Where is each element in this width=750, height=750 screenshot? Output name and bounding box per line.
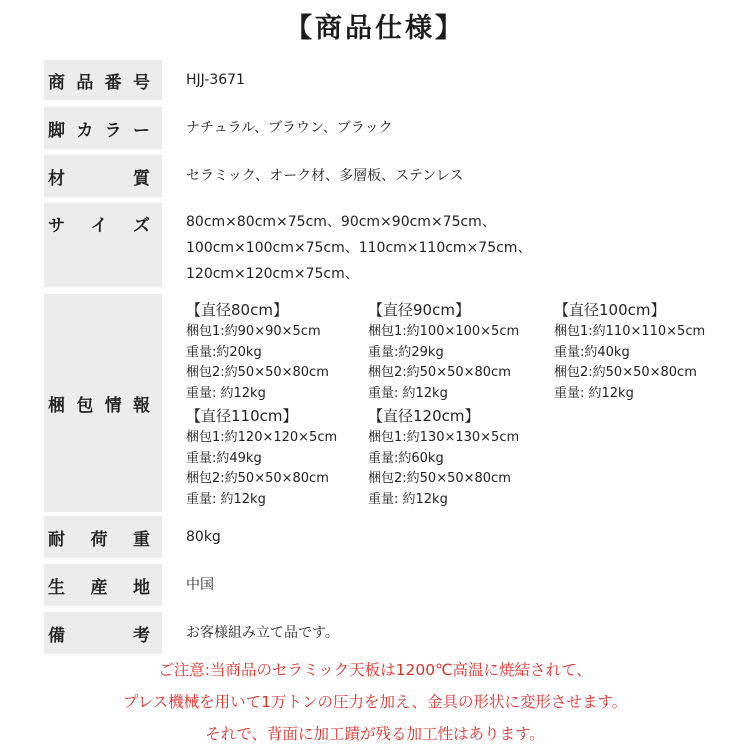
load-text: 80kg (186, 529, 221, 545)
packaging-group-header: 【直径80cm】 (186, 301, 288, 319)
spec-label-leg-color (44, 107, 162, 149)
packaging-group-90 (368, 300, 519, 404)
packaging-line: 梱包2:約50×50×80cm (368, 471, 511, 486)
spec-value-origin (162, 564, 750, 606)
packaging-group-header: 【直径110cm】 (186, 407, 298, 425)
label-char: 備 (48, 625, 65, 646)
spec-row-size (44, 203, 750, 287)
packaging-line: 重量: 約12kg (186, 491, 266, 507)
packaging-line: 重量:約40kg (554, 344, 630, 360)
label-char: 品 (76, 72, 94, 93)
packaging-group-header: 【直径90cm】 (368, 301, 470, 319)
spec-row-load (44, 516, 750, 558)
packaging-line: 重量:約60kg (368, 450, 444, 466)
spec-label-material (44, 155, 162, 197)
spec-row-material (44, 155, 750, 197)
label-char: 包 (76, 395, 94, 416)
notice-line: プレス機械を用いて1万トンの圧力を加え、金具の形状に変形させます。 (122, 693, 628, 711)
packaging-line: 重量:約20kg (186, 344, 262, 360)
packaging-line: 梱包1:約120×120×5cm (186, 430, 338, 445)
packaging-line: 梱包1:約100×100×5cm (368, 324, 520, 339)
size-line: 120cm×120cm×75cm、 (186, 266, 359, 282)
label-char: 号 (132, 72, 150, 93)
label-char: 商 (48, 72, 65, 93)
packaging-group-120 (368, 406, 519, 510)
packaging-line: 梱包2:約50×50×80cm (554, 365, 697, 380)
packaging-line: 梱包1:約130×130×5cm (368, 430, 520, 445)
packaging-group-100 (554, 300, 705, 404)
spec-row-packaging (44, 294, 750, 512)
packaging-line: 梱包2:約50×50×80cm (186, 365, 329, 380)
label-char: 地 (133, 577, 150, 598)
spec-value-load (162, 516, 750, 558)
spec-row-remarks (44, 612, 750, 654)
spec-row-leg-color (44, 107, 750, 149)
packaging-line: 重量: 約12kg (554, 385, 634, 401)
label-char: 情 (104, 395, 122, 416)
packaging-grid (162, 294, 750, 512)
spec-value-product-no (162, 60, 750, 100)
label-char: 産 (90, 577, 108, 598)
page-title: 【商品仕様】 (285, 13, 465, 44)
spec-value-remarks (162, 612, 750, 654)
packaging-group-header: 【直径120cm】 (368, 407, 480, 425)
packaging-group-header: 【直径100cm】 (554, 301, 666, 319)
product-no-text: HJJ-3671 (186, 72, 245, 88)
packaging-group-110 (186, 406, 337, 510)
packaging-line: 重量: 約12kg (368, 491, 448, 507)
spec-value-material (162, 155, 750, 197)
packaging-line: 梱包2:約50×50×80cm (186, 471, 329, 486)
notice-line: ご注意:当商品のセラミック天板は1200℃高温に焼結されて、 (158, 661, 592, 679)
label-char: 梱 (48, 395, 65, 416)
spec-value-packaging (162, 294, 750, 512)
packaging-line: 梱包1:約90×90×5cm (186, 324, 321, 339)
spec-label-origin (44, 564, 162, 606)
label-char: 材 (48, 168, 65, 189)
packaging-line: 重量: 約12kg (368, 385, 448, 401)
packaging-line: 重量:約49kg (186, 450, 262, 466)
spec-label-packaging (44, 294, 162, 512)
spec-value-size (162, 203, 750, 287)
packaging-line: 重量: 約12kg (186, 385, 266, 401)
packaging-line: 梱包2:約50×50×80cm (368, 365, 511, 380)
material-text: セラミック、オーク材、多層板、ステンレス (186, 168, 464, 184)
label-char: イ (90, 216, 108, 236)
label-char: ー (132, 120, 150, 141)
label-char: 考 (133, 625, 150, 646)
label-char: 耐 (48, 529, 65, 550)
label-char: サ (48, 216, 65, 236)
packaging-line: 重量:約29kg (368, 344, 444, 360)
spec-row-origin (44, 564, 750, 606)
label-char: ラ (104, 120, 122, 141)
caution-notice (0, 654, 750, 750)
spec-row-product-no (44, 60, 750, 100)
spec-value-leg-color (162, 107, 750, 149)
label-char: 重 (133, 529, 150, 550)
size-line: 100cm×100cm×75cm、110cm×110cm×75cm、 (186, 240, 532, 256)
spec-label-remarks (44, 612, 162, 654)
packaging-line: 梱包1:約110×110×5cm (554, 324, 706, 339)
label-char: 荷 (90, 529, 108, 550)
spec-label-load (44, 516, 162, 558)
label-char: 番 (104, 72, 122, 93)
label-char: 生 (48, 577, 65, 598)
label-char: カ (76, 120, 94, 141)
label-char: 質 (133, 168, 150, 189)
spec-label-size (44, 203, 162, 287)
spec-label-product-no (44, 60, 162, 100)
label-char: 報 (132, 395, 150, 416)
remarks-text: お客様組み立て品です。 (186, 625, 339, 641)
origin-text: 中国 (186, 577, 214, 593)
label-char: 脚 (48, 120, 65, 141)
packaging-group-80 (186, 300, 329, 404)
label-char: ズ (133, 216, 150, 236)
notice-line: それで、背面に加工蹟が残る加工性はあります。 (205, 725, 545, 743)
size-line: 80cm×80cm×75cm、90cm×90cm×75cm、 (186, 214, 496, 230)
leg-color-text: ナチュラル、ブラウン、ブラック (186, 120, 393, 136)
